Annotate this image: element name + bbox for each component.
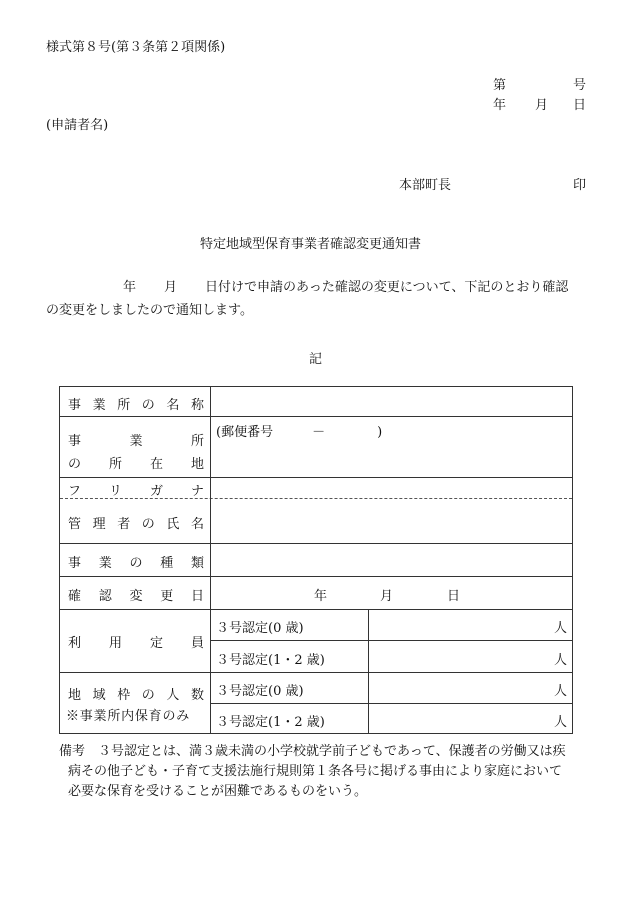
form-number: 様式第８号(第３条第２項関係): [46, 40, 226, 55]
label-furigana: フ リ ガ ナ: [68, 484, 204, 499]
label-business-type: 事 業 の 種 類: [68, 556, 204, 571]
doc-number-label: 第: [493, 78, 507, 93]
furigana-field[interactable]: [211, 478, 573, 498]
label-manager-name: 管 理 者 の 氏 名: [68, 517, 204, 532]
date-year: 年: [493, 98, 507, 113]
document-title: 特定地域型保育事業者確認変更通知書: [200, 237, 422, 252]
business-name-field[interactable]: [211, 387, 573, 416]
change-date-day: 日: [447, 589, 461, 604]
body-line-1: 日付けで申請のあった確認の変更について、下記のとおり確認: [205, 280, 569, 295]
body-line-2: の変更をしましたので通知します。: [46, 303, 253, 318]
date-month: 月: [535, 98, 549, 113]
capacity-age12-label: ３号認定(1・2 歳): [216, 653, 325, 668]
regional-quota-note: ※事業所内保育のみ: [66, 709, 191, 724]
date-day: 日: [573, 98, 587, 113]
ki-heading: 記: [309, 352, 323, 367]
note-line-2: 病その他子ども・子育て支援法施行規則第１条各号に掲げる事由により家庭において: [68, 764, 563, 779]
note-line-3: 必要な保育を受けることが困難であるものをいう。: [68, 784, 368, 799]
business-type-field[interactable]: [211, 544, 573, 576]
body-year: 年: [123, 280, 137, 295]
quota-age12-label: ３号認定(1・2 歳): [216, 715, 325, 730]
issuer-name: 本部町長: [399, 178, 452, 193]
capacity-age0-label: ３号認定(0 歳): [216, 621, 304, 636]
change-date-year: 年: [314, 589, 328, 604]
capacity-age0-unit: 人: [554, 621, 568, 636]
doc-number-suffix: 号: [573, 78, 587, 93]
label-regional-quota: 地 域 枠 の 人 数: [68, 688, 204, 703]
quota-age0-unit: 人: [554, 684, 568, 699]
capacity-age12-unit: 人: [554, 653, 568, 668]
postal-code-field[interactable]: (郵便番号 － ): [216, 425, 383, 440]
change-date-month: 月: [380, 589, 394, 604]
quota-age0-label: ３号認定(0 歳): [216, 684, 304, 699]
manager-name-field[interactable]: [211, 499, 573, 543]
label-capacity: 利 用 定 員: [68, 636, 204, 651]
body-month: 月: [164, 280, 178, 295]
note-line-1: 備考 ３号認定とは、満３歳未満の小学校就学前子どもであって、保護者の労働又は疾: [59, 744, 566, 759]
applicant-name: (申請者名): [46, 118, 109, 133]
label-change-date: 確 認 変 更 日: [68, 589, 204, 604]
label-location-a: 事 業 所: [68, 434, 204, 449]
seal-mark: 印: [573, 178, 587, 193]
quota-age12-unit: 人: [554, 715, 568, 730]
label-location-b: の 所 在 地: [68, 457, 204, 472]
label-business-name: 事 業 所 の 名 称: [68, 398, 204, 413]
details-table: [59, 386, 573, 734]
